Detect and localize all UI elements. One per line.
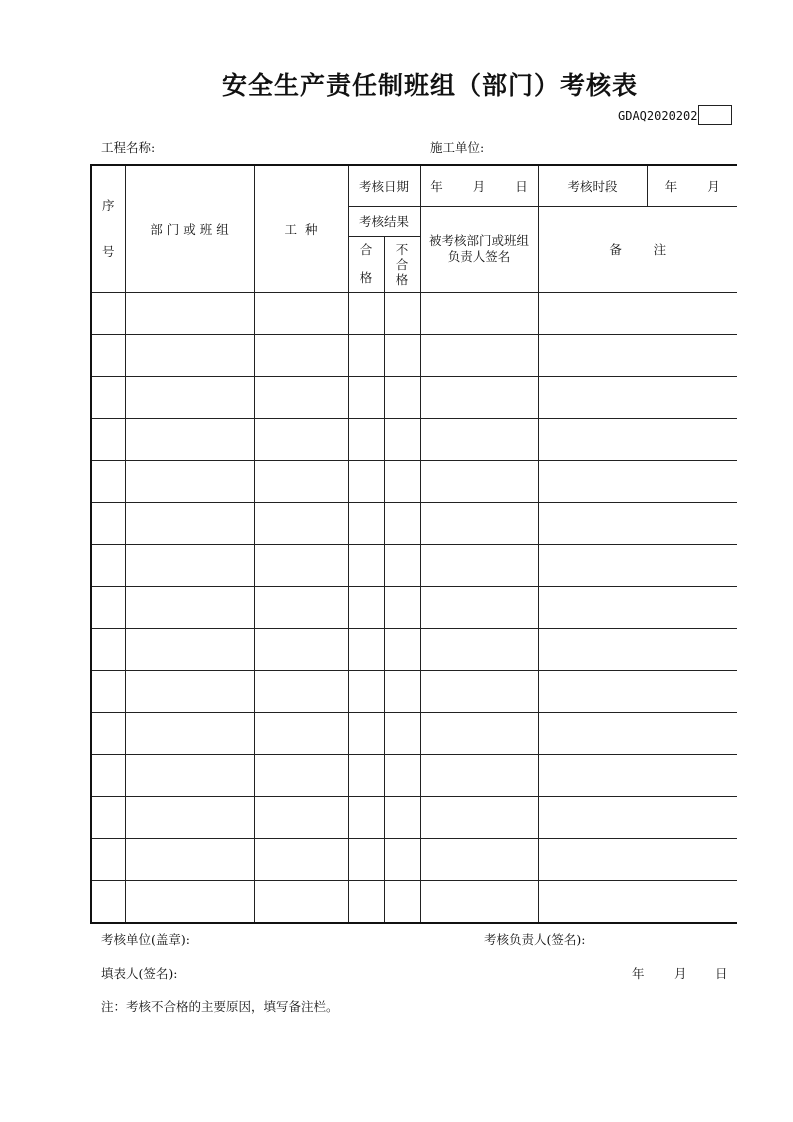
fail-cell[interactable]: [384, 628, 420, 670]
review-lead-label: 考核负责人(签名):: [484, 932, 586, 947]
remarks-cell[interactable]: [538, 502, 737, 544]
trade-cell[interactable]: [254, 628, 348, 670]
remarks-cell[interactable]: [538, 628, 737, 670]
seq-cell[interactable]: [91, 376, 125, 418]
trade-cell[interactable]: [254, 754, 348, 796]
fail-cell[interactable]: [384, 376, 420, 418]
trade-cell[interactable]: [254, 460, 348, 502]
seq-cell[interactable]: [91, 670, 125, 712]
pass-cell[interactable]: [348, 418, 384, 460]
footer-date-day: 日: [715, 966, 728, 981]
remarks-cell[interactable]: [538, 838, 737, 880]
seq-header-char-1: 序: [101, 197, 115, 213]
remarks-cell[interactable]: [538, 460, 737, 502]
fail-cell[interactable]: [384, 502, 420, 544]
fail-header-char-3: 格: [395, 271, 409, 287]
seq-cell[interactable]: [91, 544, 125, 586]
trade-cell[interactable]: [254, 838, 348, 880]
pass-cell[interactable]: [348, 628, 384, 670]
dept-cell[interactable]: [125, 586, 254, 628]
table-row: [91, 628, 737, 670]
page-title: 安全生产责任制班组（部门）考核表: [221, 71, 638, 100]
pass-header: [348, 236, 384, 292]
trade-cell[interactable]: [254, 292, 348, 334]
pass-cell[interactable]: [348, 754, 384, 796]
signature-cell[interactable]: [420, 460, 538, 502]
seq-cell[interactable]: [91, 796, 125, 838]
pass-cell[interactable]: [348, 460, 384, 502]
signature-cell[interactable]: [420, 628, 538, 670]
project-name-label: 工程名称:: [101, 140, 156, 155]
fail-cell[interactable]: [384, 292, 420, 334]
footer-note: 注：考核不合格的主要原因，填写备注栏。: [101, 999, 339, 1014]
trade-cell[interactable]: [254, 334, 348, 376]
pass-cell[interactable]: [348, 544, 384, 586]
pass-cell[interactable]: [348, 376, 384, 418]
signature-cell[interactable]: [420, 418, 538, 460]
dept-cell[interactable]: [125, 838, 254, 880]
remarks-cell[interactable]: [538, 376, 737, 418]
reviewing-unit-label: 考核单位(盖章):: [101, 932, 190, 947]
signature-cell[interactable]: [420, 838, 538, 880]
dept-cell[interactable]: [125, 754, 254, 796]
seq-cell[interactable]: [91, 628, 125, 670]
remarks-cell[interactable]: [538, 796, 737, 838]
table-row: [91, 502, 737, 544]
fail-header-char-1: 不: [395, 241, 409, 257]
pass-cell[interactable]: [348, 586, 384, 628]
remarks-cell[interactable]: [538, 880, 737, 923]
pass-cell[interactable]: [348, 880, 384, 923]
signature-cell[interactable]: [420, 796, 538, 838]
signature-header: 被考核部门或班组负责人签名: [420, 206, 538, 292]
pass-cell[interactable]: [348, 838, 384, 880]
seq-header-char-2: 号: [101, 243, 115, 259]
fail-cell[interactable]: [384, 586, 420, 628]
footer-date-month: 月: [674, 966, 687, 981]
signature-cell[interactable]: [420, 334, 538, 376]
signature-cell[interactable]: [420, 586, 538, 628]
table-row: [91, 754, 737, 796]
signature-cell[interactable]: [420, 754, 538, 796]
table-row: [91, 460, 737, 502]
review-period-year: 年: [664, 178, 678, 194]
seq-cell[interactable]: [91, 586, 125, 628]
table-row: [91, 544, 737, 586]
fail-cell[interactable]: [384, 418, 420, 460]
review-date-label: 考核日期: [348, 165, 420, 206]
review-date-month: 月: [472, 178, 486, 194]
seq-header: [91, 165, 125, 292]
dept-cell[interactable]: [125, 502, 254, 544]
fail-cell[interactable]: [384, 796, 420, 838]
trade-cell[interactable]: [254, 418, 348, 460]
remarks-cell[interactable]: [538, 334, 737, 376]
dept-header: 部 门 或 班 组: [125, 165, 254, 292]
seq-cell[interactable]: [91, 838, 125, 880]
pass-cell[interactable]: [348, 796, 384, 838]
fail-cell[interactable]: [384, 754, 420, 796]
table-row: [91, 880, 737, 923]
table-row: [91, 334, 737, 376]
trade-cell[interactable]: [254, 796, 348, 838]
dept-cell[interactable]: [125, 292, 254, 334]
fail-cell[interactable]: [384, 460, 420, 502]
dept-cell[interactable]: [125, 880, 254, 923]
signature-cell[interactable]: [420, 670, 538, 712]
signature-cell[interactable]: [420, 712, 538, 754]
dept-cell[interactable]: [125, 376, 254, 418]
table-row: [91, 292, 737, 334]
signature-cell[interactable]: [420, 880, 538, 923]
dept-cell[interactable]: [125, 670, 254, 712]
table-row: [91, 796, 737, 838]
footer-date-year: 年: [632, 966, 645, 981]
review-date-year: 年: [430, 178, 443, 194]
trade-cell[interactable]: [254, 586, 348, 628]
dept-cell[interactable]: [125, 334, 254, 376]
assessment-table: [90, 164, 737, 924]
pass-cell[interactable]: [348, 502, 384, 544]
fail-cell[interactable]: [384, 334, 420, 376]
dept-cell[interactable]: [125, 796, 254, 838]
remarks-cell[interactable]: [538, 712, 737, 754]
seq-cell[interactable]: [91, 334, 125, 376]
seq-cell[interactable]: [91, 502, 125, 544]
dept-cell[interactable]: [125, 544, 254, 586]
seq-cell[interactable]: [91, 292, 125, 334]
pass-cell[interactable]: [348, 334, 384, 376]
review-period-value[interactable]: [647, 165, 737, 206]
review-period-month: 月: [707, 178, 720, 194]
fail-header: [384, 236, 420, 292]
review-date-day: 日: [515, 178, 528, 194]
fail-cell[interactable]: [384, 838, 420, 880]
fail-cell[interactable]: [384, 880, 420, 923]
dept-cell[interactable]: [125, 628, 254, 670]
table-row: [91, 418, 737, 460]
signature-cell[interactable]: [420, 292, 538, 334]
trade-cell[interactable]: [254, 712, 348, 754]
review-date-value[interactable]: [420, 165, 538, 206]
seq-cell[interactable]: [91, 460, 125, 502]
trade-header: 工 种: [254, 165, 348, 292]
form-code-suffix-box[interactable]: [698, 105, 732, 125]
trade-cell[interactable]: [254, 502, 348, 544]
seq-cell[interactable]: [91, 880, 125, 923]
table-row: [91, 838, 737, 880]
result-label: 考核结果: [348, 206, 420, 236]
dept-cell[interactable]: [125, 712, 254, 754]
remarks-cell[interactable]: [538, 754, 737, 796]
dept-cell[interactable]: [125, 460, 254, 502]
signature-cell[interactable]: [420, 544, 538, 586]
remarks-cell[interactable]: [538, 292, 737, 334]
pass-cell[interactable]: [348, 670, 384, 712]
remarks-cell[interactable]: [538, 586, 737, 628]
table-row: [91, 586, 737, 628]
table-row: [91, 712, 737, 754]
pass-cell[interactable]: [348, 292, 384, 334]
form-code: GDAQ2020202: [618, 109, 698, 123]
remarks-cell[interactable]: [538, 544, 737, 586]
table-row: [91, 670, 737, 712]
fail-cell[interactable]: [384, 670, 420, 712]
seq-cell[interactable]: [91, 418, 125, 460]
construction-unit-label: 施工单位:: [430, 140, 485, 155]
trade-cell[interactable]: [254, 376, 348, 418]
seq-cell[interactable]: [91, 754, 125, 796]
signature-cell[interactable]: [420, 376, 538, 418]
pass-cell[interactable]: [348, 712, 384, 754]
pass-header-char-1: 合: [359, 242, 373, 257]
dept-cell[interactable]: [125, 418, 254, 460]
trade-cell[interactable]: [254, 880, 348, 923]
remarks-cell[interactable]: [538, 670, 737, 712]
trade-cell[interactable]: [254, 544, 348, 586]
table-row: [91, 376, 737, 418]
remarks-cell[interactable]: [538, 418, 737, 460]
remarks-header: 备 注: [538, 206, 737, 292]
fail-cell[interactable]: [384, 544, 420, 586]
signature-cell[interactable]: [420, 502, 538, 544]
fail-cell[interactable]: [384, 712, 420, 754]
pass-header-char-2: 格: [359, 270, 373, 285]
filler-label: 填表人(签名):: [101, 966, 178, 981]
fail-header-char-2: 合: [395, 256, 409, 272]
seq-cell[interactable]: [91, 712, 125, 754]
trade-cell[interactable]: [254, 670, 348, 712]
review-period-label: 考核时段: [538, 165, 647, 206]
